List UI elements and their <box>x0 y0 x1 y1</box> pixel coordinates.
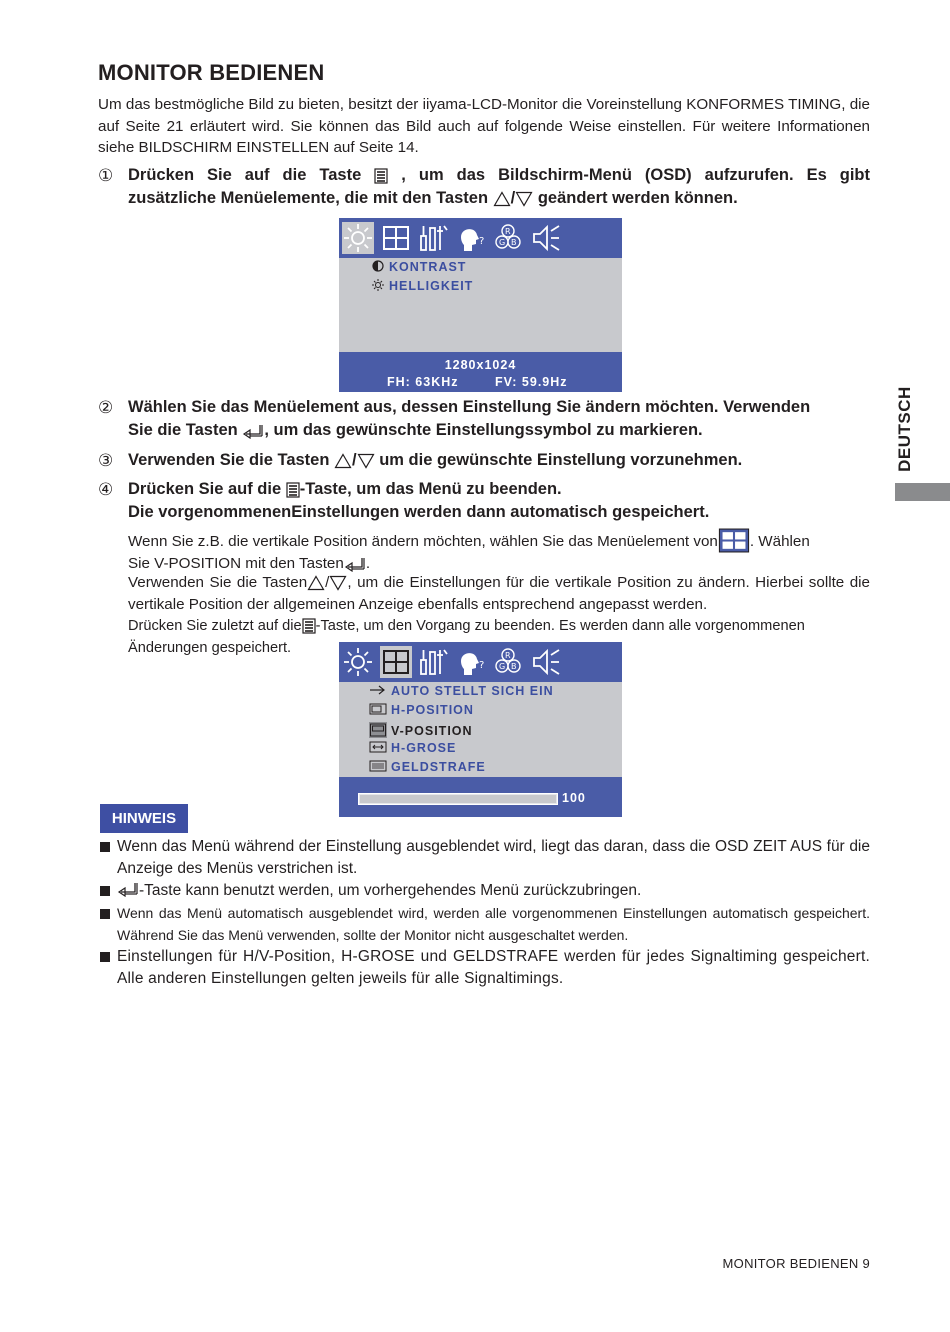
up-triangle-icon <box>334 453 352 469</box>
step-4 <box>98 478 870 524</box>
page-footer: MONITOR BEDIENEN 9 <box>722 1256 870 1271</box>
down-triangle-icon <box>329 575 347 591</box>
fine-tune-icon <box>369 760 387 772</box>
h-position-icon <box>369 703 387 715</box>
brightness-tab-icon <box>342 646 374 678</box>
osd-tab-brightness <box>342 646 374 678</box>
adjust-tab-icon <box>417 222 449 254</box>
note-item: -Taste kann benutzt werden, um vorhergehendes Menü zurückzubringen. <box>100 880 870 902</box>
down-triangle-icon <box>357 453 375 469</box>
progress-fill <box>360 795 556 803</box>
progress-value: 100 <box>562 791 586 805</box>
enter-key-icon <box>117 881 139 897</box>
bullet-square-icon <box>100 909 110 919</box>
page-title: MONITOR BEDIENEN <box>98 60 325 85</box>
audio-tab-icon <box>530 646 562 678</box>
osd-tab-brightness <box>342 222 374 254</box>
enter-key-icon <box>242 423 264 439</box>
osd-tab-language <box>455 222 487 254</box>
osd-tab-audio <box>530 222 562 254</box>
step-text: , um das gewünschte Einstellungssymbol zu markieren. <box>264 421 703 439</box>
hinweis-badge: HINWEIS <box>100 804 188 833</box>
osd-menu-brightness <box>339 218 622 392</box>
slash: / <box>352 451 357 469</box>
step-number: ② <box>98 398 114 417</box>
bullet-square-icon <box>100 886 110 896</box>
osd-status-bar <box>339 352 622 392</box>
menu-button-icon <box>302 618 316 634</box>
osd-tab-bar <box>339 642 622 682</box>
osd-tab-adjust <box>417 222 449 254</box>
osd-fv: FV: 59.9Hz <box>495 375 568 389</box>
osd-menu-geometry <box>339 642 622 817</box>
up-triangle-icon <box>493 191 511 207</box>
step-number: ③ <box>98 451 114 470</box>
osd-tab-adjust <box>417 646 449 678</box>
osd-tab-geometry <box>380 222 412 254</box>
step-text: zusätzliche Menüelemente, die mit den Tasten <box>128 189 489 207</box>
osd-item-brightness: HELLIGKEIT <box>371 279 473 293</box>
step-1 <box>98 164 870 210</box>
osd-item-h-position: H-POSITION <box>369 703 474 717</box>
step-text: Sie die Tasten <box>128 421 238 439</box>
detail-paragraph-2: Verwenden Sie die Tasten / , um die Einstellungen für die vertikale Position zu ändern. Hierbei sollte die vertikale Position der allgemeinen Anzeige ebenfalls entsprechend angepasst werden. <box>128 574 871 613</box>
bullet-square-icon <box>100 952 110 962</box>
osd-tab-color <box>492 646 524 678</box>
detail-paragraph-1: Wenn Sie z.B. die vertikale Position ändern möchten, wählen Sie das Menüelement von . Wählen Sie V-POSITION mit den Tasten . <box>128 528 870 575</box>
geometry-tab-icon <box>380 646 412 678</box>
osd-resolution: 1280x1024 <box>444 358 517 372</box>
detail-paragraph-3: Drücken Sie zuletzt auf die -Taste, um den Vorgang zu beenden. Es werden dann alle vorgenommenen Änderungen gespeichert. <box>128 618 805 656</box>
down-triangle-icon <box>515 191 533 207</box>
osd-item-contrast: KONTRAST <box>371 260 466 274</box>
menu-button-icon <box>374 168 388 184</box>
language-side-label: DEUTSCH <box>895 386 914 472</box>
color-tab-icon <box>492 646 524 678</box>
adjust-tab-icon <box>417 646 449 678</box>
step-number: ① <box>98 166 114 185</box>
contrast-icon <box>371 260 385 272</box>
osd-tab-audio <box>530 646 562 678</box>
sun-icon <box>371 279 385 291</box>
step-text: um die gewünschte Einstellung vorzunehmen. <box>379 451 743 469</box>
osd-item-auto-adjust: AUTO STELLT SICH EIN <box>369 684 554 698</box>
bullet-square-icon <box>100 842 110 852</box>
osd-tab-language <box>455 646 487 678</box>
osd-tab-geometry <box>380 646 412 678</box>
osd-tab-color <box>492 222 524 254</box>
arrow-right-icon <box>369 684 387 696</box>
step-text: -Taste, um das Menü zu beenden. <box>299 480 562 498</box>
brightness-tab-icon <box>342 222 374 254</box>
up-triangle-icon <box>307 575 325 591</box>
osd-item-h-size: H-GROSE <box>369 741 456 755</box>
step-2 <box>98 396 870 442</box>
note-item: Wenn das Menü automatisch ausgeblendet wird, werden alle vorgenommenen Einstellungen automatisch gespeichert. Während Sie das Menü verwenden, sollte der Monitor nicht ausgeschaltet werden. <box>100 903 870 946</box>
step-text: Die vorgenommenenEinstellungen werden dann automatisch gespeichert. <box>128 503 710 521</box>
step-number: ④ <box>98 480 114 499</box>
step-text: Drücken Sie auf die Taste <box>128 166 362 184</box>
language-side-tab <box>895 483 950 501</box>
osd-item-v-position: V-POSITION <box>369 722 473 738</box>
osd-tab-bar <box>339 218 622 258</box>
progress-track <box>358 793 558 805</box>
h-size-icon <box>369 741 387 753</box>
step-text: Verwenden Sie die Tasten <box>128 451 330 469</box>
language-tab-icon <box>455 646 487 678</box>
step-text: Drücken Sie auf die <box>128 480 282 498</box>
geometry-tab-icon <box>380 222 412 254</box>
note-item: Wenn das Menü während der Einstellung ausgeblendet wird, liegt das daran, dass die OSD ZEIT AUS für die Anzeige des Menüs verstrichen ist. <box>100 836 870 879</box>
audio-tab-icon <box>530 222 562 254</box>
step-text: , um das Bildschirm-Menü (OSD) aufzurufen. Es gibt <box>401 166 870 184</box>
step-3 <box>98 449 870 472</box>
osd-progress-area <box>339 777 622 817</box>
geometry-menu-icon <box>718 528 750 553</box>
step-text: geändert werden können. <box>537 189 738 207</box>
enter-key-icon <box>344 556 366 572</box>
note-item: Einstellungen für H/V-Position, H-GROSE und GELDSTRAFE werden für jedes Signaltiming gespeichert. Alle anderen Einstellungen gelten jeweils für alle Signaltimings. <box>100 946 870 989</box>
step-text: Wählen Sie das Menüelement aus, dessen Einstellung Sie ändern möchten. Verwenden <box>128 398 811 416</box>
slash: / <box>510 189 516 207</box>
osd-item-fine: GELDSTRAFE <box>369 760 486 774</box>
color-tab-icon <box>492 222 524 254</box>
menu-button-icon <box>286 482 300 498</box>
v-position-icon <box>369 722 387 738</box>
language-tab-icon <box>455 222 487 254</box>
osd-fh: FH: 63KHz <box>387 375 459 389</box>
intro-paragraph: Um das bestmögliche Bild zu bieten, besitzt der iiyama-LCD-Monitor die Voreinstellung KONFORMES TIMING, die auf Seite 21 erläutert wird. Sie können das Bild auch auf folgende Weise einstellen. Für weitere Informationen siehe BILDSCHIRM EINSTELLEN auf Seite 14. <box>98 96 870 156</box>
